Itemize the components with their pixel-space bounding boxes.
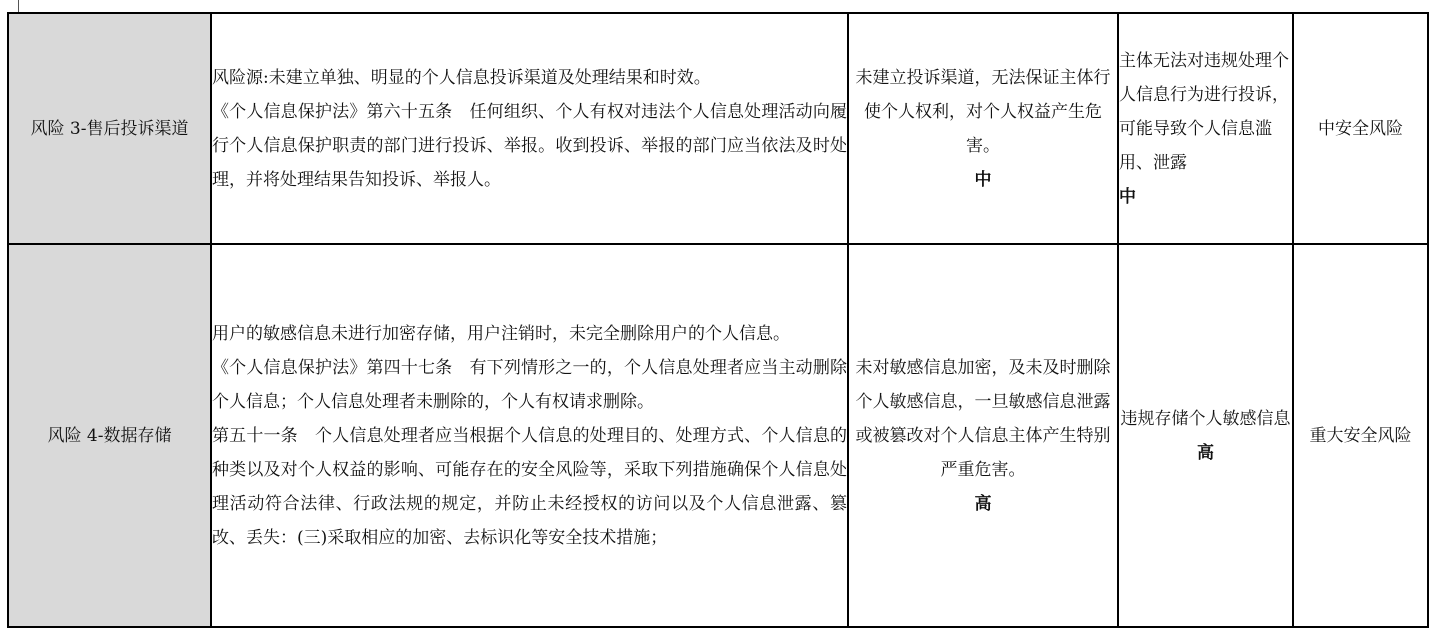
impact-cell — [848, 244, 1118, 627]
consequence-cell — [1118, 13, 1293, 244]
page-corner-mark — [0, 0, 19, 12]
impact-text: 未对敏感信息加密，及未及时删除个人敏感信息，一旦敏感信息泄露或被篡改对个人信息主体产生特别严重危害。 — [855, 357, 1111, 480]
risk-description-paragraph: 风险源:未建立单独、明显的个人信息投诉渠道及处理结果和时效。 — [212, 67, 711, 88]
impact-level: 中 — [974, 169, 992, 190]
risk-level-cell — [1293, 244, 1428, 627]
risk-name-cell — [8, 13, 211, 244]
impact-level: 高 — [974, 493, 992, 514]
risk-level-cell — [1293, 13, 1428, 244]
consequence-text: 主体无法对违规处理个人信息行为进行投诉，可能导致个人信息滥用、泄露 — [1119, 50, 1289, 173]
risk-description-paragraph: 《个人信息保护法》第六十五条 任何组织、个人有权对违法个人信息处理活动向履行个人信息保护职责的部门进行投诉、举报。收到投诉、举报的部门应当依法及时处理，并将处理结果告知投诉、举报人。 — [212, 101, 847, 190]
table-row — [8, 13, 1428, 244]
risk-level: 中安全风险 — [1318, 118, 1403, 139]
risk-description-paragraph: 第五十一条 个人信息处理者应当根据个人信息的处理目的、处理方式、个人信息的种类以及对个人权益的影响、可能存在的安全风险等，采取下列措施确保个人信息处理活动符合法律、行政法规的规定，并防止未经授权的访问以及个人信息泄露、篡改、丢失：(三)采取相应的加密、去标识化等安全技术措施； — [212, 425, 847, 548]
risk-assessment-table — [7, 12, 1429, 628]
risk-description-paragraph: 《个人信息保护法》第四十七条 有下列情形之一的，个人信息处理者应当主动删除个人信息；个人信息处理者未删除的，个人有权请求删除。 — [212, 357, 847, 412]
consequence-cell — [1118, 244, 1293, 627]
table-row — [8, 244, 1428, 627]
risk-name: 风险 4-数据存储 — [47, 425, 172, 446]
risk-level: 重大安全风险 — [1309, 425, 1412, 446]
consequence-level: 高 — [1197, 442, 1214, 463]
impact-cell — [848, 13, 1118, 244]
consequence-text: 违规存储个人敏感信息 — [1120, 408, 1291, 429]
risk-description-paragraph: 用户的敏感信息未进行加密存储，用户注销时，未完全删除用户的个人信息。 — [212, 323, 790, 344]
risk-description-cell — [211, 13, 848, 244]
consequence-level: 中 — [1119, 186, 1136, 207]
impact-text: 未建立投诉渠道，无法保证主体行使个人权利，对个人权益产生危害。 — [855, 67, 1111, 156]
risk-name: 风险 3-售后投诉渠道 — [30, 118, 189, 139]
risk-name-cell — [8, 244, 211, 627]
risk-description-cell — [211, 244, 848, 627]
